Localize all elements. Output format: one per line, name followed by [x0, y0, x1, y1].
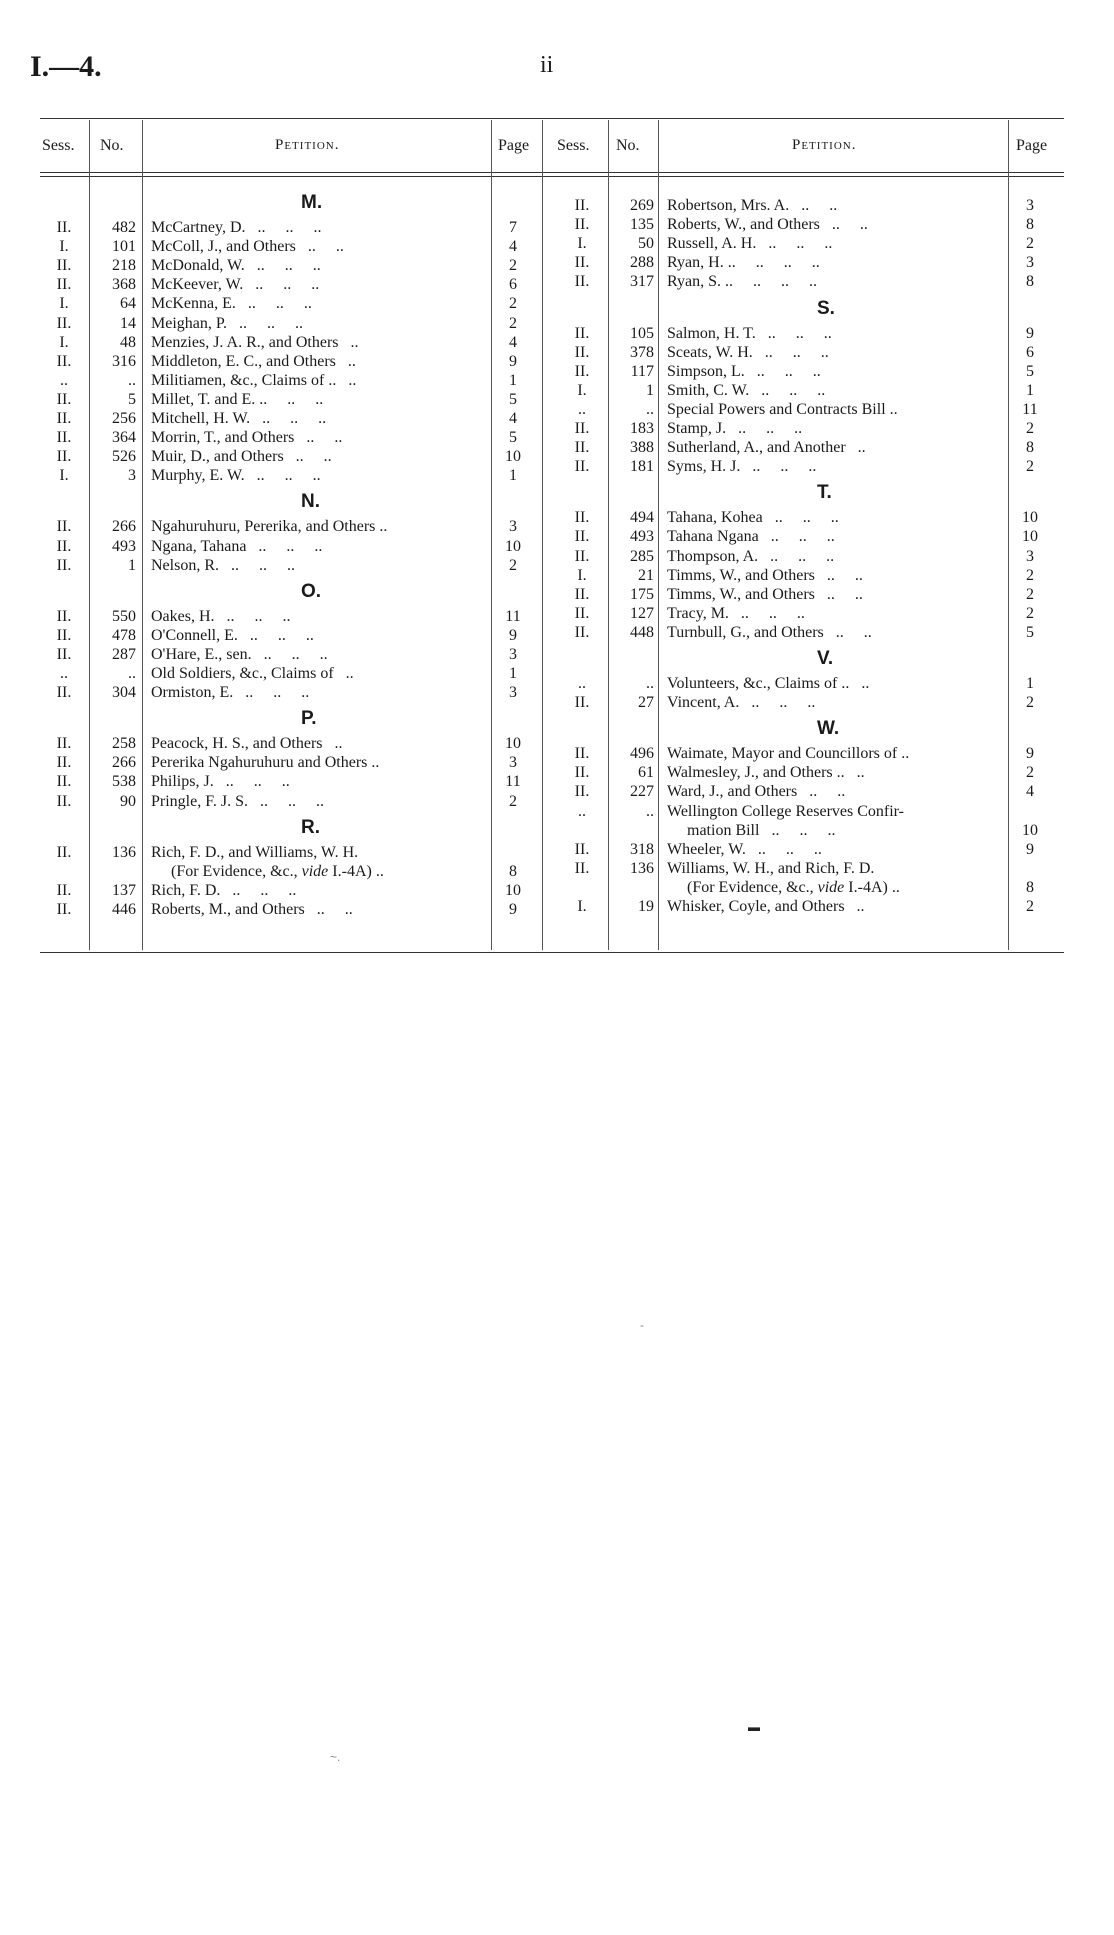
session-cell: ..	[60, 665, 68, 682]
page-cell: 6	[509, 276, 517, 294]
petition-cell: Ward, J., and Others .. ..	[667, 783, 846, 801]
petition-cell: Salmon, H. T. .. .. ..	[667, 324, 832, 342]
petition-cell: Middleton, E. C., and Others ..	[151, 352, 356, 370]
number-cell: 136	[112, 843, 136, 861]
session-cell: II.	[574, 585, 590, 603]
page-cell: 3	[1026, 547, 1034, 565]
page-cell: 4	[1026, 783, 1034, 801]
page-cell: 10	[505, 881, 521, 899]
petition-cell: O'Hare, E., sen. .. .. ..	[151, 645, 328, 663]
page-cell: 2	[1026, 458, 1034, 476]
number-cell: 136	[630, 859, 654, 877]
page-cell: 10	[1022, 509, 1038, 527]
petition-cell: (For Evidence, &c., vide I.-4A) ..	[151, 862, 384, 880]
petition-cell: Militiamen, &c., Claims of .. ..	[151, 371, 357, 389]
session-cell: II.	[574, 604, 590, 622]
petition-cell: (For Evidence, &c., vide I.-4A) ..	[667, 878, 900, 896]
session-cell: II.	[574, 764, 590, 782]
number-cell: 493	[112, 537, 136, 555]
number-cell: 181	[630, 458, 654, 476]
number-cell: 269	[630, 197, 654, 214]
session-cell: II.	[56, 773, 72, 791]
col-divider	[542, 120, 543, 950]
header-rule-2	[40, 176, 1064, 177]
page-cell: 1	[509, 467, 517, 485]
session-cell: I.	[59, 467, 69, 485]
number-cell: 1	[128, 556, 136, 574]
col-header-sess: Sess.	[557, 137, 590, 154]
petition-cell: Pringle, F. J. S. .. .. ..	[151, 792, 324, 810]
section-letter: M.	[301, 192, 323, 213]
petition-cell: mation Bill .. .. ..	[667, 821, 836, 839]
number-cell: 316	[112, 352, 136, 370]
petition-cell: Roberts, M., and Others .. ..	[151, 900, 353, 918]
number-cell: 526	[112, 448, 136, 466]
number-cell: 446	[112, 900, 136, 918]
number-cell: 388	[630, 439, 654, 457]
section-letter: O.	[301, 580, 322, 602]
section-letter: W.	[817, 718, 840, 740]
col-divider	[1008, 120, 1009, 950]
number-cell: 538	[112, 773, 136, 791]
page-cell: 1	[1026, 381, 1034, 399]
section-letter: N.	[301, 491, 320, 513]
number-cell: 61	[638, 764, 654, 782]
petition-cell: Meighan, P. .. .. ..	[151, 314, 303, 332]
page-cell: 10	[1022, 528, 1038, 546]
petition-cell: Oakes, H. .. .. ..	[151, 607, 291, 625]
page-cell: 2	[509, 314, 517, 332]
number-cell: ..	[646, 675, 654, 692]
petition-cell: Sutherland, A., and Another ..	[667, 439, 866, 457]
number-cell: ..	[646, 802, 654, 820]
page-cell: 2	[1026, 694, 1034, 712]
page-cell: 2	[1026, 604, 1034, 622]
petition-cell: Timms, W., and Others .. ..	[667, 585, 863, 603]
session-cell: II.	[574, 745, 590, 763]
number-cell: 135	[630, 216, 654, 234]
petition-cell: Ryan, H. .. .. .. ..	[667, 254, 820, 272]
petition-cell: Tracy, M. .. .. ..	[667, 604, 805, 622]
page-cell: 10	[505, 735, 521, 753]
petition-cell: Vincent, A. .. .. ..	[667, 694, 816, 712]
section-letter: R.	[301, 816, 320, 838]
page-cell: 1	[509, 665, 517, 682]
number-cell: 550	[112, 607, 136, 625]
page-cell: 2	[1026, 235, 1034, 253]
session-cell: II.	[574, 324, 590, 342]
session-cell: II.	[56, 684, 72, 702]
page-cell: 10	[1022, 821, 1038, 839]
page-cell: 2	[1026, 764, 1034, 782]
petition-cell: Rich, F. D., and Williams, W. H.	[151, 843, 359, 861]
session-cell: II.	[56, 390, 72, 408]
number-cell: 3	[128, 467, 136, 485]
number-cell: 175	[630, 585, 654, 603]
session-cell: II.	[56, 257, 72, 275]
session-cell: II.	[574, 840, 590, 858]
session-cell: II.	[574, 623, 590, 641]
session-cell: II.	[574, 528, 590, 546]
session-cell: II.	[56, 429, 72, 447]
number-cell: 478	[112, 626, 136, 644]
page-number: ii	[540, 52, 554, 78]
scan-mark: ~.	[330, 1750, 341, 1764]
number-cell: 117	[630, 362, 654, 380]
number-cell: 48	[120, 333, 136, 351]
col-header-no: No.	[100, 137, 124, 154]
petition-cell: McColl, J., and Others .. ..	[151, 238, 344, 256]
number-cell: 285	[630, 547, 654, 565]
number-cell: 287	[112, 645, 136, 663]
petition-cell: Smith, C. W. .. .. ..	[667, 381, 826, 399]
number-cell: 378	[630, 343, 654, 361]
petition-cell: Philips, J. .. .. ..	[151, 773, 290, 791]
number-cell: 137	[112, 881, 136, 899]
section-letter: S.	[817, 297, 835, 319]
session-cell: ..	[578, 400, 586, 418]
page-cell: 2	[509, 556, 517, 574]
section-letter: V.	[817, 648, 834, 669]
session-cell: II.	[574, 458, 590, 476]
page-cell: 10	[505, 448, 521, 466]
petition-cell: Stamp, J. .. .. ..	[667, 420, 803, 437]
session-cell: II.	[56, 219, 72, 236]
session-cell: II.	[56, 537, 72, 555]
session-cell: II.	[574, 859, 590, 877]
petition-cell: Mitchell, H. W. .. .. ..	[151, 410, 327, 427]
petition-cell: Muir, D., and Others .. ..	[151, 448, 332, 466]
number-cell: 5	[128, 390, 136, 408]
page-cell: 4	[509, 333, 517, 351]
number-cell: 183	[630, 420, 654, 437]
page-cell: 8	[1026, 878, 1034, 896]
col-divider	[491, 120, 492, 950]
session-cell: II.	[574, 273, 590, 291]
header-rule	[40, 172, 1064, 173]
number-cell: 364	[112, 429, 136, 447]
session-cell: ..	[578, 675, 586, 692]
col-header-page: Page	[498, 137, 530, 154]
number-cell: 27	[638, 694, 654, 712]
petition-cell: Tahana, Kohea .. .. ..	[667, 509, 839, 527]
page-reference: I.—4.	[30, 50, 102, 83]
petition-cell: Russell, A. H. .. .. ..	[667, 235, 833, 253]
page-cell: 2	[509, 792, 517, 810]
page-cell: 2	[1026, 566, 1034, 584]
page-cell: 4	[509, 410, 517, 427]
col-header-no: No.	[616, 137, 640, 154]
session-cell: II.	[574, 197, 590, 214]
number-cell: 304	[112, 684, 136, 702]
col-divider	[142, 120, 143, 950]
petition-cell: Simpson, L. .. .. ..	[667, 362, 821, 380]
page-cell: 6	[1026, 343, 1034, 361]
number-cell: 256	[112, 410, 136, 427]
session-cell: II.	[56, 626, 72, 644]
session-cell: I.	[59, 238, 69, 256]
page-cell: 2	[1026, 585, 1034, 603]
number-cell: 318	[630, 840, 654, 858]
page-cell: 10	[505, 537, 521, 555]
session-cell: II.	[574, 509, 590, 527]
session-cell: II.	[56, 792, 72, 810]
page-cell: 9	[1026, 324, 1034, 342]
col-header-sess: Sess.	[42, 137, 75, 154]
session-cell: II.	[56, 556, 72, 574]
page-cell: 1	[1026, 675, 1034, 692]
page-cell: 5	[509, 429, 517, 447]
session-cell: II.	[56, 900, 72, 918]
number-cell: ..	[128, 371, 136, 389]
session-cell: II.	[56, 518, 72, 536]
session-cell: II.	[574, 439, 590, 457]
number-cell: 90	[120, 792, 136, 810]
bottom-rule	[40, 952, 1064, 953]
petition-cell: Wellington College Reserves Confir-	[667, 802, 905, 820]
page-cell: 5	[509, 390, 517, 408]
petition-cell: O'Connell, E. .. .. ..	[151, 626, 314, 644]
session-cell: I.	[59, 333, 69, 351]
number-cell: 258	[112, 735, 136, 753]
petition-cell: Ngahuruhuru, Pererika, and Others ..	[151, 518, 388, 536]
page-cell: 3	[1026, 254, 1034, 272]
session-cell: II.	[574, 216, 590, 234]
session-cell: II.	[574, 343, 590, 361]
session-cell: II.	[56, 352, 72, 370]
page-cell: 3	[509, 684, 517, 702]
session-cell: II.	[56, 448, 72, 466]
petition-cell: Robertson, Mrs. A. .. ..	[667, 197, 838, 214]
petition-cell: Volunteers, &c., Claims of .. ..	[667, 675, 870, 692]
scan-mark: ▬	[748, 1720, 760, 1734]
page-cell: 11	[505, 773, 521, 791]
session-cell: II.	[574, 254, 590, 272]
session-cell: II.	[56, 314, 72, 332]
page-cell: 8	[509, 862, 517, 880]
petition-cell: Williams, W. H., and Rich, F. D.	[667, 859, 875, 877]
page-cell: 2	[1026, 420, 1034, 437]
page-cell: 3	[1026, 197, 1034, 214]
page-cell: 11	[505, 607, 521, 625]
number-cell: 448	[630, 623, 654, 641]
session-cell: II.	[56, 735, 72, 753]
session-cell: II.	[56, 645, 72, 663]
number-cell: 496	[630, 745, 654, 763]
session-cell: II.	[56, 276, 72, 294]
petition-cell: Ormiston, E. .. .. ..	[151, 684, 310, 702]
number-cell: 317	[630, 273, 654, 291]
petition-cell: McDonald, W. .. .. ..	[151, 257, 321, 275]
petition-cell: Timms, W., and Others .. ..	[667, 566, 863, 584]
session-cell: II.	[574, 420, 590, 437]
number-cell: 14	[120, 314, 136, 332]
petition-cell: Pererika Ngahuruhuru and Others ..	[151, 754, 380, 772]
petition-cell: Thompson, A. .. .. ..	[667, 547, 835, 565]
session-cell: II.	[574, 783, 590, 801]
petition-cell: Peacock, H. S., and Others ..	[151, 735, 343, 753]
session-cell: II.	[56, 881, 72, 899]
page-cell: 5	[1026, 362, 1034, 380]
petition-cell: Wheeler, W. .. .. ..	[667, 840, 822, 858]
number-cell: 19	[638, 898, 654, 915]
number-cell: 227	[630, 783, 654, 801]
petition-cell: McKeever, W. .. .. ..	[151, 276, 320, 294]
session-cell: II.	[574, 362, 590, 380]
session-cell: II.	[56, 843, 72, 861]
petition-cell: Syms, H. J. .. .. ..	[667, 458, 817, 476]
number-cell: 105	[630, 324, 654, 342]
number-cell: ..	[128, 665, 136, 682]
number-cell: 368	[112, 276, 136, 294]
petition-cell: Menzies, J. A. R., and Others ..	[151, 333, 359, 351]
page-cell: 9	[509, 900, 517, 918]
page-cell: 2	[1026, 898, 1034, 915]
number-cell: 218	[112, 257, 136, 275]
page-cell: 11	[1022, 400, 1038, 418]
session-cell: II.	[574, 547, 590, 565]
number-cell: 266	[112, 754, 136, 772]
session-cell: I.	[577, 566, 587, 584]
petition-cell: Murphy, E. W. .. .. ..	[151, 467, 321, 485]
number-cell: 1	[646, 381, 654, 399]
page-cell: 3	[509, 518, 517, 536]
petition-cell: Turnbull, G., and Others .. ..	[667, 623, 872, 641]
page-cell: 9	[1026, 840, 1034, 858]
session-cell: I.	[577, 235, 587, 253]
session-cell: II.	[56, 754, 72, 772]
number-cell: 482	[112, 219, 136, 236]
page-cell: 5	[1026, 623, 1034, 641]
page-cell: 1	[509, 371, 517, 389]
page-cell: 3	[509, 754, 517, 772]
page-cell: 8	[1026, 273, 1034, 291]
number-cell: 127	[630, 604, 654, 622]
page-cell: 7	[509, 219, 517, 236]
petition-cell: Waimate, Mayor and Councillors of ..	[667, 745, 910, 763]
petition-cell: Whisker, Coyle, and Others ..	[667, 898, 865, 915]
number-cell: 101	[112, 238, 136, 256]
session-cell: I.	[577, 898, 587, 915]
petition-cell: Walmesley, J., and Others .. ..	[667, 764, 865, 782]
number-cell: 288	[630, 254, 654, 272]
petition-cell: Ryan, S. .. .. .. ..	[667, 273, 818, 291]
page-cell: 2	[509, 295, 517, 313]
page-cell: 3	[509, 645, 517, 663]
number-cell: 21	[638, 566, 654, 584]
number-cell: ..	[646, 400, 654, 418]
petition-cell: McKenna, E. .. .. ..	[151, 295, 312, 313]
page-cell: 9	[509, 626, 517, 644]
page-cell: 2	[509, 257, 517, 275]
page-cell: 8	[1026, 439, 1034, 457]
petition-cell: McCartney, D. .. .. ..	[151, 219, 322, 236]
scan-mark: -	[640, 1318, 644, 1332]
number-cell: 50	[638, 235, 654, 253]
section-letter: T.	[817, 482, 832, 504]
petition-cell: Roberts, W., and Others .. ..	[667, 216, 868, 234]
number-cell: 64	[120, 295, 136, 313]
session-cell: II.	[56, 607, 72, 625]
petition-cell: Sceats, W. H. .. .. ..	[667, 343, 829, 361]
session-cell: I.	[59, 295, 69, 313]
col-header-petition: Petition.	[792, 137, 857, 153]
petition-cell: Special Powers and Contracts Bill ..	[667, 400, 898, 418]
petition-cell: Old Soldiers, &c., Claims of ..	[151, 665, 354, 682]
number-cell: 493	[630, 528, 654, 546]
petition-cell: Tahana Ngana .. .. ..	[667, 528, 835, 546]
number-cell: 494	[630, 509, 654, 527]
session-cell: II.	[56, 410, 72, 427]
page-cell: 9	[1026, 745, 1034, 763]
petition-cell: Ngana, Tahana .. .. ..	[151, 537, 323, 555]
col-header-page: Page	[1016, 137, 1048, 154]
page-cell: 4	[509, 238, 517, 256]
top-rule	[40, 118, 1064, 119]
session-cell: ..	[578, 802, 586, 820]
petition-cell: Nelson, R. .. .. ..	[151, 556, 295, 574]
page-cell: 9	[509, 352, 517, 370]
session-cell: I.	[577, 381, 587, 399]
petition-cell: Rich, F. D. .. .. ..	[151, 881, 297, 899]
petition-cell: Millet, T. and E. .. .. ..	[151, 390, 324, 408]
page-cell: 8	[1026, 216, 1034, 234]
petition-cell: Morrin, T., and Others .. ..	[151, 429, 343, 447]
col-divider	[658, 120, 659, 950]
col-header-petition: Petition.	[275, 137, 340, 153]
number-cell: 266	[112, 518, 136, 536]
section-letter: P.	[301, 708, 317, 730]
session-cell: II.	[574, 694, 590, 712]
session-cell: ..	[60, 371, 68, 389]
